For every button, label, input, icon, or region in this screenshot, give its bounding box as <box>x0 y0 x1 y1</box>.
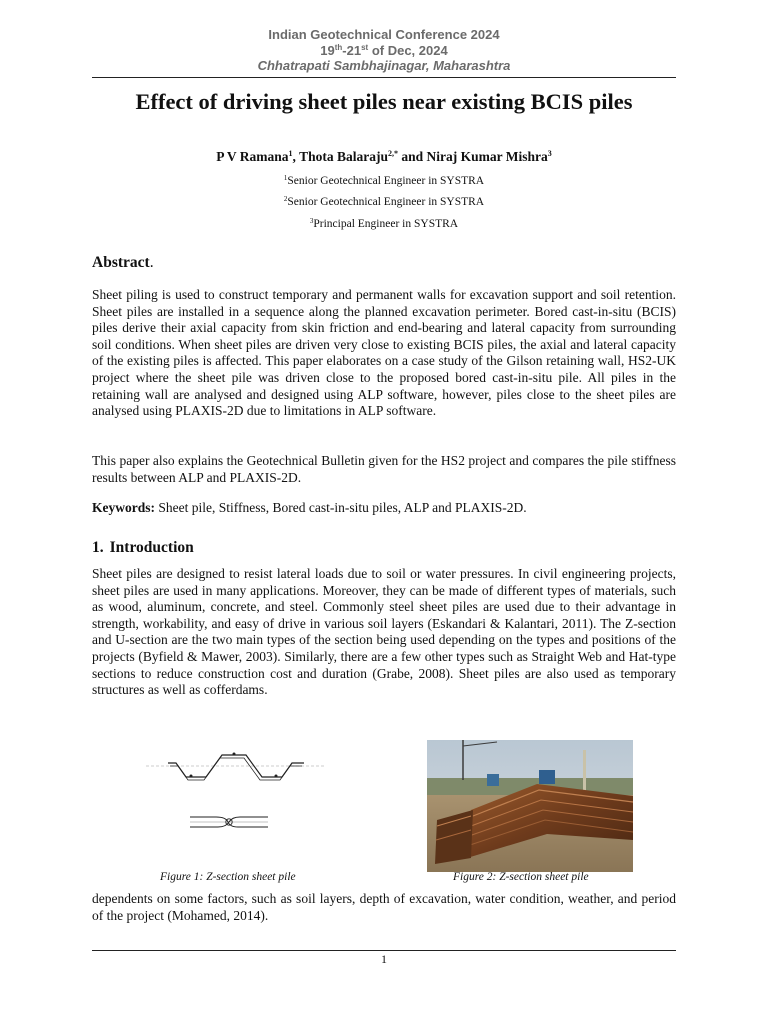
introduction-paragraph: dependents on some factors, such as soil layers, depth of excavation, water condition, weather, and period of the project (Mohamed, 2014). <box>92 891 676 923</box>
keywords-label: Keywords: <box>92 500 155 515</box>
affiliation: $^1$Senior Geotechnical Engineer in SYSTRA <box>283 174 485 187</box>
abstract-paragraph: Sheet piling is used to construct temporary and permanent walls for excavation support and soil retention. Sheet piles are installed in a sequence along the planned excavation perimeter. Bored cast-in-situ (BCIS) piles derive their axial capacity from skin friction and end-bearing and lateral capacity from surrounding soil conditions. When sheet piles are driven very close to existing BCIS piles, the axial and lateral capacity of the existing piles is affected. This paper elaborates on a case study of the Gilson retaining wall, HS2-UK project where the sheet pile was driven close to the proposed bored cast-in-situ pile. All piles in the retaining wall are analysed and designed using ALP software, however, piles close to the sheet piles are analysed using PLAXIS-2D due to limitations in ALP software. <box>92 287 676 419</box>
abstract-heading: Abstract. <box>92 254 154 271</box>
conference-name: Indian Geotechnical Conference 2024 <box>268 27 500 42</box>
author-name: Thota Balaraju <box>299 149 388 164</box>
conference-dates: 19th-21st of Dec, 2024 <box>320 42 448 58</box>
author-list: P V Ramana$^1$, Thota Balaraju$^{2,*}$ and Niraj Kumar Mishra$^3$ <box>216 149 552 164</box>
figure-z-section-drawing <box>146 745 326 840</box>
conference-location: Chhatrapati Sambhajinagar, Maharashtra <box>257 58 511 73</box>
photo-vehicle <box>539 770 555 784</box>
affiliation: $^3$Principal Engineer in SYSTRA <box>309 217 459 230</box>
figure-caption: Figure 1: Z-section sheet pile <box>160 871 296 883</box>
paper-title: Effect of driving sheet piles near existing BCIS piles <box>135 89 633 114</box>
interlock-mark <box>233 753 236 756</box>
photo-vehicle <box>487 774 499 786</box>
interlock-mark <box>190 775 193 778</box>
interlock-mark <box>275 775 278 778</box>
author-name: Niraj Kumar Mishra <box>426 149 548 164</box>
introduction-paragraph: Sheet piles are designed to resist lateral loads due to soil or water pressures. In civil engineering projects, sheet piles are used in many applications. Moreover, they can be made of different types of materials, such as wood, aluminum, concrete, and steel. Commonly steel sheet piles are used due to their advantage in strength, workability, and easy of drive in various soil layers (Eskandari & Kalantari, 2011). The Z-section and U-section are the two main types of the section being used depending on the types and positions of the projects (Byfield & Mawer, 2003). Similarly, there are a few other types such as Straight Web and Hat-type sections to reduce construction cost and duration (Grabe, 2008). Sheet piles are also used as temporary structures as well as cofferdams. <box>92 566 676 698</box>
abstract-paragraph: This paper also explains the Geotechnical Bulletin given for the HS2 project and compares the pile stiffness results between ALP and PLAXIS-2D. <box>92 453 676 485</box>
footer-rule <box>92 950 676 951</box>
page-number: 1 <box>381 952 387 966</box>
paper-page <box>92 0 676 1024</box>
section-heading-introduction: 1. Introduction <box>92 539 194 556</box>
keywords-text: Sheet pile, Stiffness, Bored cast-in-situ piles, ALP and PLAXIS-2D. <box>155 500 527 515</box>
figure-sheet-pile-photo <box>427 740 633 872</box>
affiliation: $^2$Senior Geotechnical Engineer in SYSTRA <box>283 195 485 208</box>
header-rule <box>92 77 676 78</box>
keywords <box>92 500 676 517</box>
conference-header <box>92 27 676 74</box>
photo-post <box>583 750 586 794</box>
author-name: P V Ramana <box>216 149 289 164</box>
figure-caption: Figure 2: Z-section sheet pile <box>453 871 589 883</box>
